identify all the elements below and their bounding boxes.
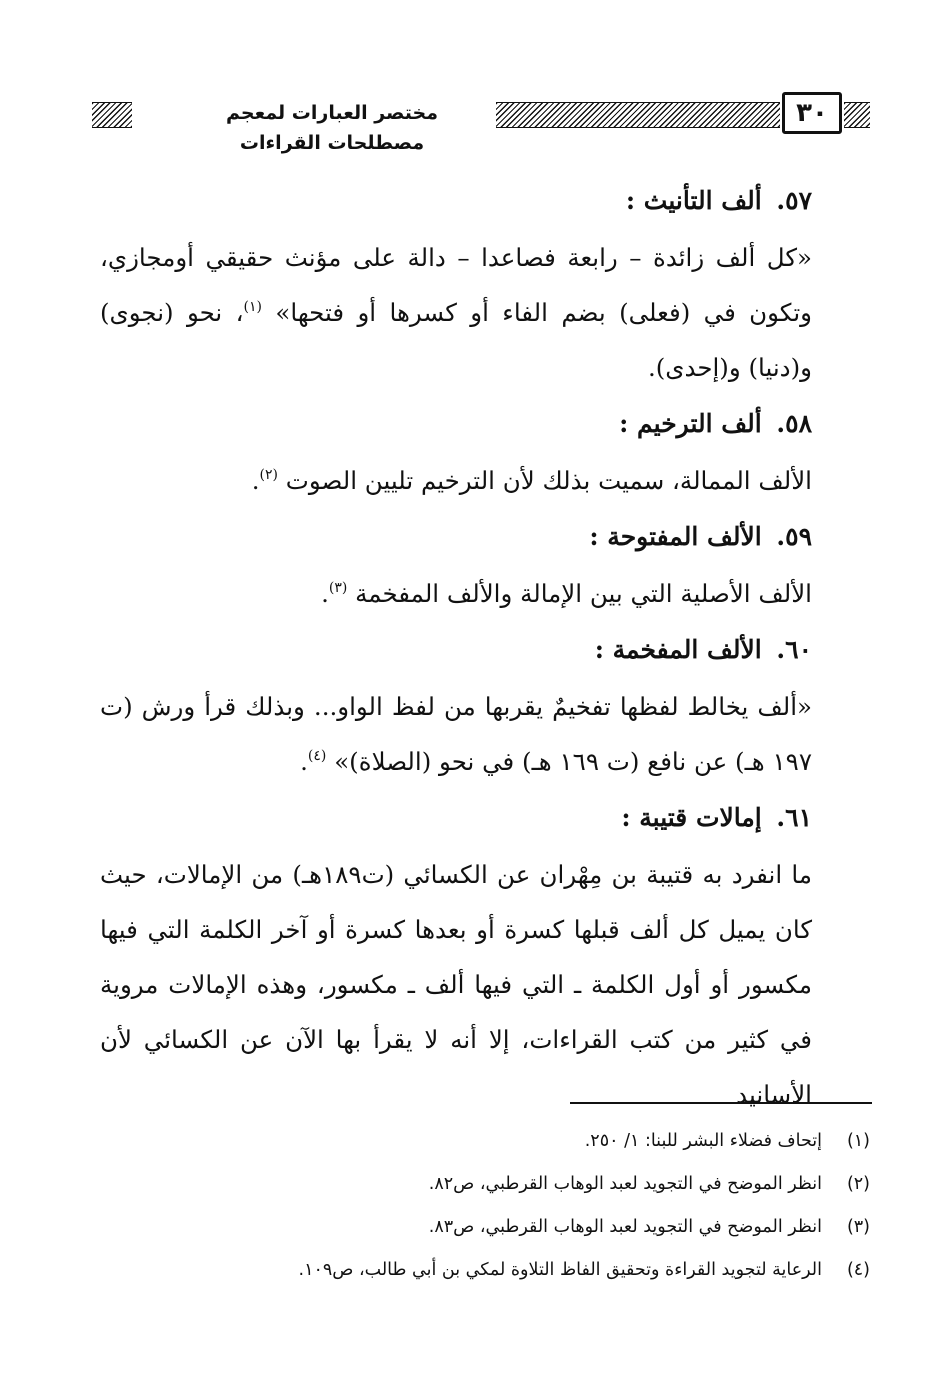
entry-number: ٦١. — [776, 803, 812, 832]
footnote-text: انظر الموضح في التجويد لعبد الوهاب القرطبي، ص٨٢. — [428, 1174, 822, 1194]
definition-text: الألف الممالة، سميت بذلك لأن الترخيم تليين الصوت — [285, 466, 812, 495]
running-title: مختصر العبارات لمعجم مصطلحات القراءات — [226, 102, 438, 154]
footnote-text: الرعاية لتجويد القراءة وتحقيق الفاظ التلاوة لمكي بن أبي طالب، ص١٠٩. — [298, 1260, 822, 1280]
footnote-number: (١) — [846, 1131, 870, 1151]
definition-text-tail: ، نحو (نجوى) و(دنيا) و(إحدى). — [100, 298, 812, 382]
entry-title: الألف المفخمة : — [594, 635, 762, 664]
definition-text: «كل ألف زائدة – رابعة فصاعدا – دالة على مؤنث حقيقي أومجازي، وتكون في (فعلى) بضم الفاء أو كسرها أو فتحها» — [100, 243, 812, 327]
footnote-text: انظر الموضح في التجويد لعبد الوهاب القرطبي، ص٨٣. — [428, 1217, 822, 1237]
entry-number: ٥٧. — [776, 186, 812, 215]
header-ornament-right — [844, 102, 870, 128]
footnote-item — [180, 1120, 870, 1163]
entry-title: ألف التأنيث : — [625, 186, 762, 215]
footnote-number: (٤) — [846, 1260, 870, 1280]
entry-number: ٦٠. — [776, 635, 812, 664]
entry-title: إمالات قتيبة : — [621, 803, 762, 832]
definition-text-tail: . — [321, 579, 329, 608]
entry-heading — [100, 172, 812, 230]
entry-definition — [100, 230, 812, 395]
footnote-text: إتحاف فضلاء البشر للبنا: ١/ ٢٥٠. — [584, 1131, 822, 1151]
entry-definition — [100, 679, 812, 789]
footnote-ref[interactable]: (٤) — [307, 748, 327, 764]
entry-heading — [100, 395, 812, 453]
entry-heading — [100, 789, 812, 847]
footnote-separator — [570, 1102, 872, 1104]
entry-definition — [100, 453, 812, 508]
running-header — [92, 92, 870, 154]
footnote-number: (٢) — [846, 1174, 870, 1194]
definition-text: «ألف يخالط لفظها تفخيمٌ يقربها من لفظ الواو... وبذلك قرأ ورش (ت ١٩٧ هـ) عن نافع (ت ١٦٩ هـ) في نحو (الصلاة)» — [100, 692, 812, 776]
entry-heading — [100, 508, 812, 566]
entry-number: ٥٨. — [776, 409, 812, 438]
footnote-item — [180, 1206, 870, 1249]
entry-title: الألف المفتوحة : — [589, 522, 762, 551]
entry-definition — [100, 847, 812, 1122]
footnotes — [180, 1120, 870, 1292]
definition-text-tail: . — [300, 747, 308, 776]
definition-text-tail: . — [251, 466, 260, 495]
main-text — [100, 172, 812, 1122]
entry-title: ألف الترخيم : — [619, 409, 762, 438]
footnote-ref[interactable]: (١) — [243, 299, 263, 315]
footnote-ref[interactable]: (٢) — [259, 467, 278, 483]
entry-heading — [100, 621, 812, 679]
footnote-number: (٣) — [846, 1217, 870, 1237]
footnote-item — [180, 1249, 870, 1292]
entry-number: ٥٩. — [776, 522, 812, 551]
footnote-ref[interactable]: (٣) — [328, 580, 348, 596]
header-ornament-middle — [496, 102, 780, 128]
definition-text: ما انفرد به قتيبة بن مِهْران عن الكسائي (ت١٨٩هـ) من الإمالات، حيث كان يميل كل ألف قبلها كسرة أو بعدها كسرة أو آخر الكلمة التي فيها مكسور أو أول الكلمة ـ التي فيها ألف ـ مكسور، وهذه الإمالات مروية في كثير من كتب القراءات، إلا أنه لا يقرأ بها الآن عن الكسائي لأن الأسانيد — [100, 860, 812, 1109]
entry-definition — [100, 566, 812, 621]
footnote-item — [180, 1163, 870, 1206]
definition-text: الألف الأصلية التي بين الإمالة والألف المفخمة — [355, 579, 812, 608]
header-ornament-left — [92, 102, 132, 128]
page-number: ٣٠ — [782, 92, 842, 134]
